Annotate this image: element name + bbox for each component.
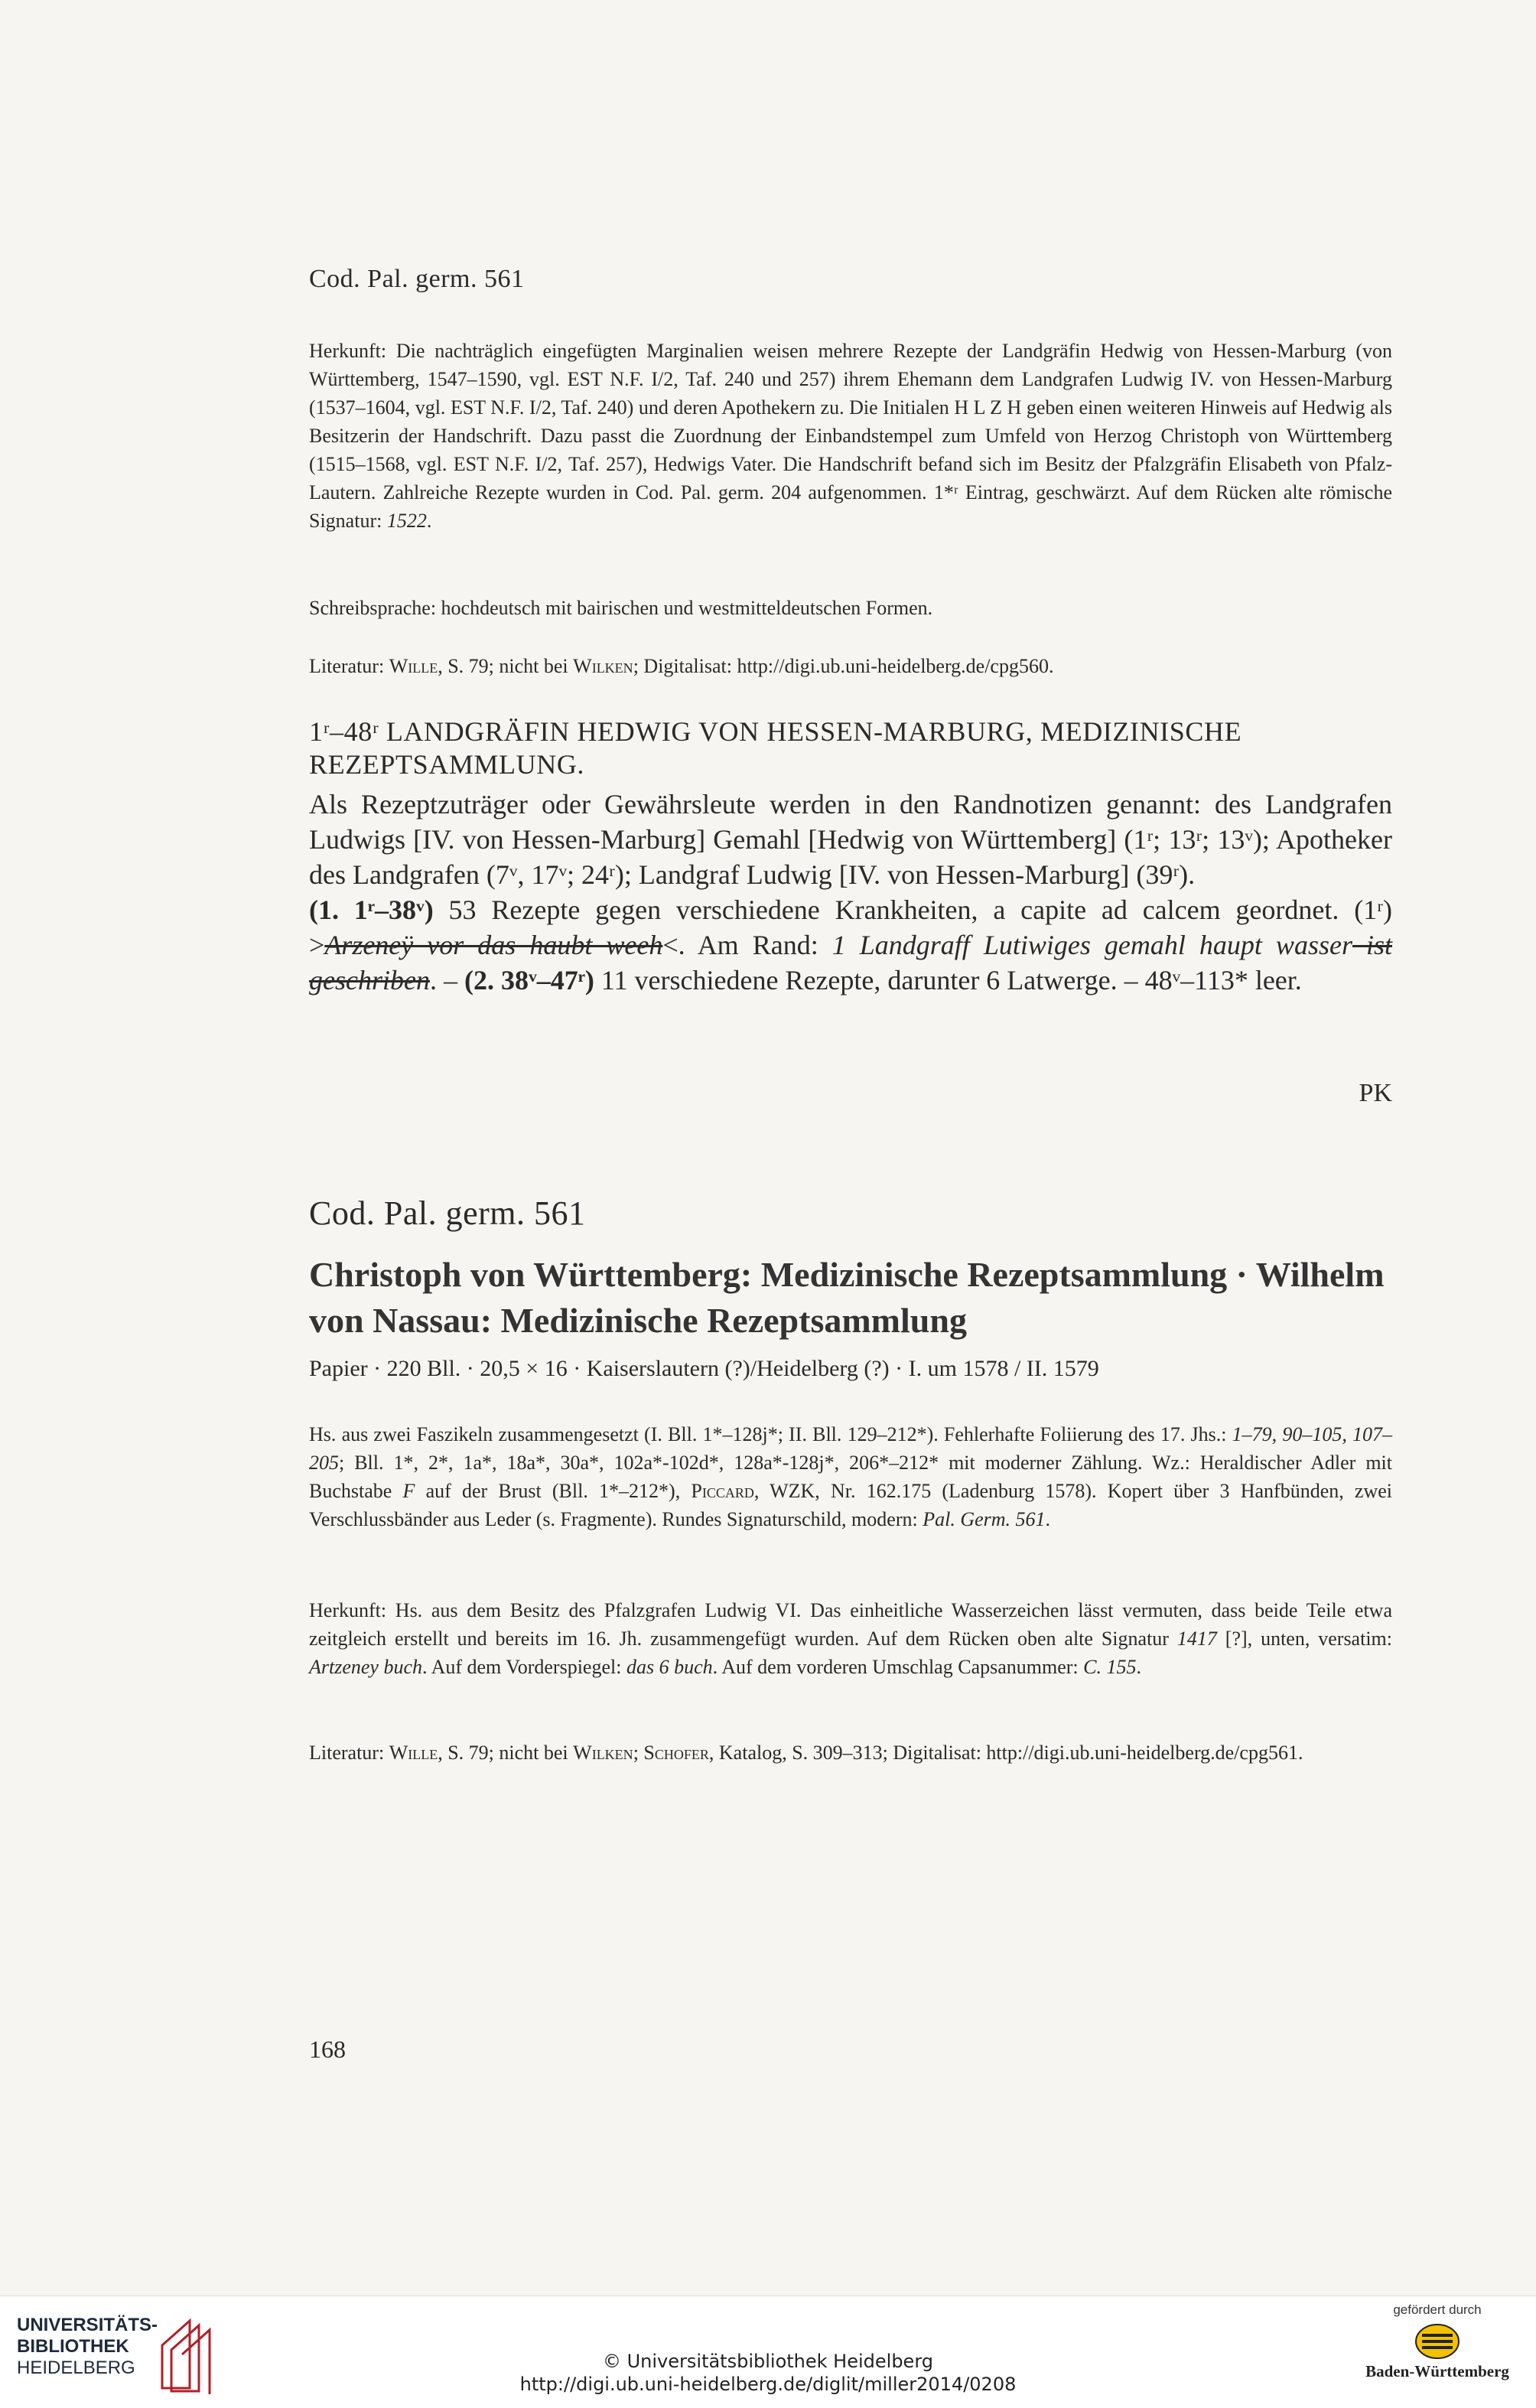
old-signature: 1522 [386, 510, 427, 532]
author-wilken: Wilken [573, 1742, 633, 1764]
marginal-intro: <. Am Rand: [662, 930, 832, 960]
literature-link: ; Digitalisat: http://digi.ub.uni-heidelberg.de/cpg560. [633, 655, 1054, 677]
literature-text: ; [633, 1742, 644, 1764]
desc-text: Hs. aus zwei Faszikeln zusammengesetzt (I. Bll. 1*–128j*; II. Bll. 129–212*). Fehlerhafte Foliierung des 17. Jhs.: [309, 1423, 1232, 1445]
literature-paragraph-2 [309, 1738, 1392, 1767]
desc-text: ; Bll. 1*, 2*, 1a*, 18a*, 30a*, 102a*-102d*, 128a*-128j*, 206*–212* mit moderner Zählung. Wz.: Heraldischer Adler mit Buchstabe [309, 1452, 1392, 1502]
capsa-number: C. 155 [1083, 1656, 1137, 1678]
folio-range: 1ʳ–48ʳ [309, 716, 379, 747]
manuscript-description [309, 1420, 1392, 1533]
provenance-paragraph [309, 337, 1392, 535]
library-name-line: BIBLIOTHEK [17, 2336, 129, 2357]
prov-text: Herkunft: Hs. aus dem Besitz des Pfalzgrafen Ludwig VI. Das einheitliche Wasserzeichen lässt vermuten, dass beide Teile etwa zeitgleich erstellt und bereits im 16. Jh. zusammengefügt wurden. Auf dem Rücken oben alte Signatur [309, 1599, 1392, 1650]
entry-contents [309, 892, 1392, 998]
prov-text: . [1136, 1656, 1141, 1678]
literature-paragraph [309, 652, 1392, 680]
literature-label: Literatur: [309, 655, 389, 677]
struck-rubric: Arzeneÿ vor das haubt weeh [324, 930, 663, 960]
literature-link: , Katalog, S. 309–313; Digitalisat: http://digi.ub.uni-heidelberg.de/cpg561. [708, 1742, 1303, 1764]
bw-crest-icon [1414, 2322, 1460, 2361]
prov-text: . Auf dem vorderen Umschlag Capsanummer: [712, 1656, 1084, 1678]
library-name-line: HEIDELBERG [17, 2357, 135, 2378]
codex-summary: Papier · 220 Bll. · 20,5 × 16 · Kaiserslautern (?)/Heidelberg (?) · I. um 1578 / II. 1579 [309, 1356, 1099, 1381]
literature-text: , S. 79; nicht bei [438, 655, 574, 677]
author-piccard: Piccard [691, 1480, 754, 1502]
funded-by-label: gefördert durch [1393, 2302, 1482, 2317]
page-number: 168 [309, 2035, 346, 2063]
codex-title: Christoph von Württemberg: Medizinische Rezeptsammlung · Wilhelm von Nassau: Medizinische Rezeptsammlung [309, 1255, 1385, 1340]
provenance-end: . [426, 510, 432, 532]
permalink[interactable]: http://digi.ub.uni-heidelberg.de/diglit/miller2014/0208 [519, 2374, 1017, 2395]
entry-body [309, 787, 1392, 998]
library-footer [0, 2296, 1536, 2408]
funder-block [1357, 2302, 1518, 2402]
funder-name: Baden-Württemberg [1365, 2362, 1509, 2380]
author-wille: Wille [389, 1742, 438, 1764]
old-foliation: 1–79, 90–105, 107–205 [309, 1423, 1393, 1474]
entry-title: LANDGRÄFIN HEDWIG VON HESSEN-MARBURG, MEDIZINISCHE REZEPTSAMMLUNG. [309, 716, 1242, 780]
copyright-block [0, 2350, 1536, 2396]
desc-text: auf der Brust (Bll. 1*–212*), [415, 1480, 692, 1502]
copyright-text: © Universitätsbibliothek Heidelberg [602, 2351, 933, 2372]
old-signature: 1417 [1176, 1628, 1217, 1650]
entry-informants: Als Rezeptzuträger oder Gewährsleute werden in den Randnotizen genannt: des Landgrafen Ludwigs [IV. von Hessen-Marburg] Gemahl [Hedwig von Württemberg] (1ʳ; 13ʳ; 13ᵛ); Apotheker des Landgrafen (7ᵛ, 17ᵛ; 24ʳ); Landgraf Ludwig [IV. von Hessen-Marburg] (39ʳ). [309, 789, 1392, 890]
scribal-language: Schreibsprache: hochdeutsch mit bairischen und westmitteldeutschen Formen. [309, 597, 933, 619]
running-head: Cod. Pal. germ. 561 [309, 265, 525, 293]
prov-text: [?], unten, versatim: [1216, 1628, 1392, 1650]
literature-label: Literatur: [309, 1742, 389, 1764]
part1-text: 53 Rezepte gegen verschiedene Krankheiten, a capite ad calcem geordnet. (1ʳ) > [309, 894, 1392, 960]
marginal-note: 1 Landgraff Lutiwiges gemahl haupt wasser [831, 930, 1352, 960]
struck-marginal: ist geschriben [309, 930, 1393, 995]
codex-heading: Cod. Pal. germ. 561 [309, 1194, 586, 1232]
part2-text: 11 verschiedene Rezepte, darunter 6 Latwerge. – 48ᵛ–113* leer. [594, 965, 1302, 995]
part2-label: (2. 38ᵛ–47ʳ) [464, 965, 594, 995]
author-initials: PK [1359, 1079, 1392, 1107]
watermark-letter: F [402, 1480, 415, 1502]
author-wilken: Wilken [573, 655, 633, 677]
desc-text: , WZK, Nr. 162.175 (Ladenburg 1578). Kopert über 3 Hanfbünden, zwei Verschlussbänder aus Leder (s. Fragmente). Rundes Signaturschild, modern: [309, 1480, 1393, 1530]
library-name-line: UNIVERSITÄTS- [17, 2315, 158, 2335]
literature-text: , S. 79; nicht bei [438, 1742, 574, 1764]
provenance-paragraph-2 [309, 1596, 1392, 1681]
prov-text: . Auf dem Vorderspiegel: [422, 1656, 626, 1678]
separator: . – [429, 965, 464, 995]
entry-heading [309, 715, 1392, 781]
spine-title: Artzeney buch [309, 1656, 423, 1678]
author-wille: Wille [389, 655, 438, 677]
pastedown-note: das 6 buch [626, 1656, 713, 1678]
shelfmark-label: Pal. Germ. 561 [923, 1508, 1046, 1530]
author-schofer: Schofer [643, 1742, 709, 1764]
desc-text: . [1045, 1508, 1051, 1530]
provenance-text: Herkunft: Die nachträglich eingefügten Marginalien weisen mehrere Rezepte der Landgräfin Hedwig von Hessen-Marburg (von Württemberg, 1547–1590, vgl. EST N.F. I/2, Taf. 240 und 257) ihrem Ehemann dem Landgrafen Ludwig IV. von Hessen-Marburg (1537–1604, vgl. EST N.F. I/2, Taf. 240) und deren Apothekern zu. Die Initialen H L Z H geben einen weiteren Hinweis auf Hedwig als Besitzerin der Handschrift. Dazu passt die Zuordnung der Einbandstempel zum Umfeld von Herzog Christoph von Württemberg (1515–1568, vgl. EST N.F. I/2, Taf. 257), Hedwigs Vater. Die Handschrift befand sich im Besitz der Pfalzgräfin Elisabeth von Pfalz-Lautern. Zahlreiche Rezepte wurden in Cod. Pal. germ. 204 aufgenommen. 1*ʳ Eintrag, geschwärzt. Auf dem Rücken alte römische Signatur: [309, 340, 1392, 532]
part1-label: (1. 1ʳ–38ᵛ) [309, 894, 434, 925]
